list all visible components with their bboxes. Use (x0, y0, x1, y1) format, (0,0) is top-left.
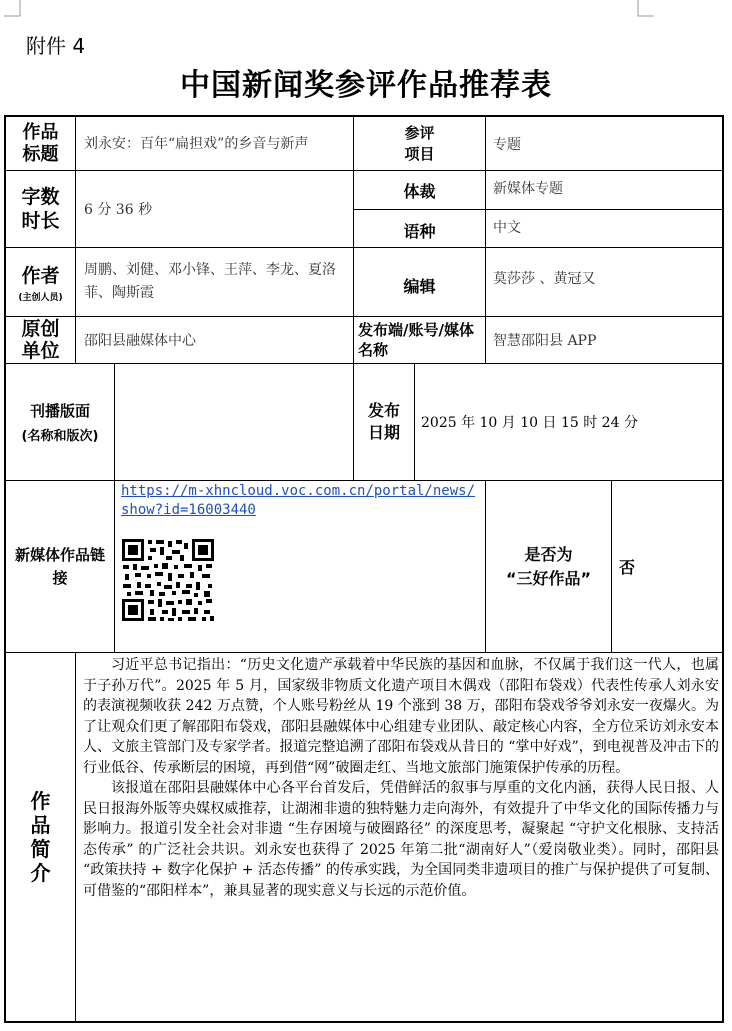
summary-paragraph: 该报道在邵阳县融媒体中心各平台首发后，凭借鲜活的叙事与厚重的文化内涵，获得人民日报、人民日报海外版等央媒权威推荐，让湖湘非遗的独特魅力走向海外，有效提升了中华文化的国际传播力与影响力。报道引发全社会对非遗 “生存困境与破圈路径” 的深度思考，凝聚起 “守护文化根脉、支持活态传承” 的广泛社会共识。刘永安也获得了 2025 年第二批“湖南好人”（爱岗敬业类）。同时，邵阳县 “政策扶持 + 数字化保护 + 活态传播” 的传承实践，为全国同类非遗项目的推广与保护提供了可复制、可借鉴的“邵阳样本”，兼具显著的现实意义与长远的示范价值。 (83, 780, 719, 899)
language-label: 语种 (403, 222, 436, 241)
genre-value: 新媒体专题 (493, 181, 563, 197)
three-good-label-cell (486, 481, 611, 652)
editor-value: 莫莎莎 、黄冠又 (493, 271, 596, 287)
work-title-label: 作品标题 (22, 121, 59, 165)
corner-mark-top-right (636, 0, 654, 18)
author-value: 周鹏、刘健、邓小锋、王萍、李龙、夏洛菲、陶斯霞 (84, 262, 336, 301)
origin-value: 邵阳县融媒体中心 (84, 333, 196, 349)
genre-label: 体裁 (403, 181, 436, 201)
summary-text (83, 655, 719, 901)
attachment-label: 附件 4 (26, 34, 86, 58)
language-value: 中文 (493, 220, 521, 236)
publisher-label: 发布端/账号/媒体名称 (358, 321, 474, 359)
publisher-value: 智慧邵阳县 APP (493, 333, 597, 349)
print-page-label: 刊播版面 (29, 402, 90, 420)
author-label-cell (6, 248, 75, 316)
summary-paragraph: 习近平总书记指出：“历史文化遗产承载着中华民族的基因和血脉，不仅属于我们这一代人，也属于子孙万代”。2025 年 5 月，国家级非物质文化遗产项目木偶戏（邵阳布袋戏）代表性传承人刘永安的表演视频收获 242 万点赞，个人账号粉丝从 19 个涨到 38 万，邵阳布袋戏爷爷刘永安一夜爆火。为了让观众们更了解邵阳布袋戏，邵阳县融媒体中心组建专业团队、敲定核心内容，全方位采访刘永安本人、文旅主管部门及专家学者。报道完整追溯了邵阳布袋戏从昔日的 “掌中好戏”，到电视普及冲击下的行业低谷、传承断层的困境，再到借“网”破圈走红、当地文旅部门施策保护传承的历程。 (83, 657, 719, 776)
link-label: 新媒体作品链接 (14, 545, 105, 587)
summary-label: 作品简介 (30, 789, 51, 885)
origin-label: 原创单位 (21, 318, 60, 362)
print-page-value (120, 364, 350, 480)
three-good-label-line1: 是否为 (524, 544, 573, 564)
publish-date-value: 2025 年 10 月 10 日 15 时 24 分 (421, 415, 638, 431)
publish-date-label: 发布日期 (367, 401, 400, 442)
corner-mark-top-left (4, 0, 22, 18)
word-count-label: 字数时长 (21, 186, 60, 232)
editor-label: 编辑 (403, 276, 436, 296)
category-value: 专题 (493, 136, 521, 153)
qr-code-icon (121, 538, 215, 622)
three-good-value: 否 (619, 558, 636, 577)
category-label: 参评项目 (404, 123, 435, 163)
print-page-note: (名称和版次) (21, 429, 99, 444)
three-good-label-line2: “三好作品” (505, 568, 592, 588)
print-page-label-cell (6, 364, 114, 480)
document-title: 中国新闻奖参评作品推荐表 (180, 68, 552, 103)
work-link[interactable]: https://m-xhncloud.voc.com.cn/portal/news/show?id=16003440 (121, 483, 476, 518)
author-note: (主创人员) (18, 293, 63, 303)
work-title-value: 刘永安：百年“扁担戏”的乡音与新声 (84, 135, 309, 152)
author-label: 作者 (21, 265, 60, 287)
word-count-value: 6 分 36 秒 (84, 202, 153, 218)
